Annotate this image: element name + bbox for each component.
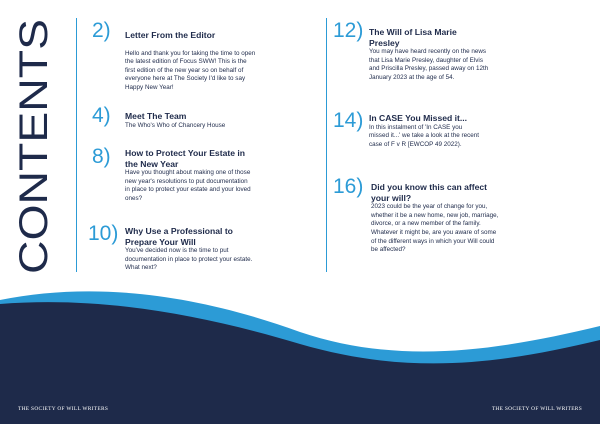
page-number: 10) — [88, 222, 119, 245]
entry-description: You may have heard recently on the news that Lisa Marie Presley, daughter of Elvis and Priscilla Presley, passed away on 12th January 2023 at the age of 54. — [369, 48, 489, 81]
entry-heading: The Will of Lisa Marie Presley — [369, 27, 457, 48]
entry-description: You've decided now is the time to put documentation in place to protect your estate. What next? — [125, 247, 253, 272]
page-number: 4) — [92, 104, 111, 127]
entry-description: Have you thought about making one of those new year's resolutions to put documentation in place to protect your estate and your loved ones? — [125, 169, 251, 202]
entry-description: The Who's Who of Chancery House — [125, 121, 226, 129]
entry-heading: Meet The Team — [125, 111, 187, 121]
page-number: 2) — [92, 19, 111, 42]
entry-heading: Letter From the Editor — [125, 30, 216, 40]
entry-description: In this instalment of 'In CASE you missed it...' we take a look at the recent case of F v R [EWCOP 49 2022). — [369, 123, 480, 148]
page-number: 16) — [333, 175, 364, 198]
entry-description: Hello and thank you for taking the time to open the latest edition of Focus SWW! This is the first edition of the new year so on behalf of everyone here at The Society I'd like to say Happy New Year! — [125, 49, 256, 91]
page-title-text: CONTENTS — [14, 54, 54, 274]
entry-description: 2023 could be the year of change for you, whether it be a new home, new job, marriage, divorce, or a new member of the family. Whatever it might be, are you aware of some of the different ways in which your Will could be affected? — [371, 203, 499, 254]
entry-heading: Why Use a Professional to Prepare Your Will — [125, 226, 233, 247]
page-number: 14) — [333, 109, 364, 132]
page-number: 12) — [333, 19, 364, 42]
entry-heading: Did you know this can affect your will? — [371, 182, 488, 203]
footer-brand-left: THE SOCIETY OF WILL WRITERS — [18, 406, 109, 412]
page-number: 8) — [92, 145, 111, 168]
footer-brand-right: THE SOCIETY OF WILL WRITERS — [491, 406, 582, 412]
entry-heading: How to Protect Your Estate in the New Year — [125, 148, 246, 169]
entry-heading: In CASE You Missed it... — [369, 113, 468, 123]
